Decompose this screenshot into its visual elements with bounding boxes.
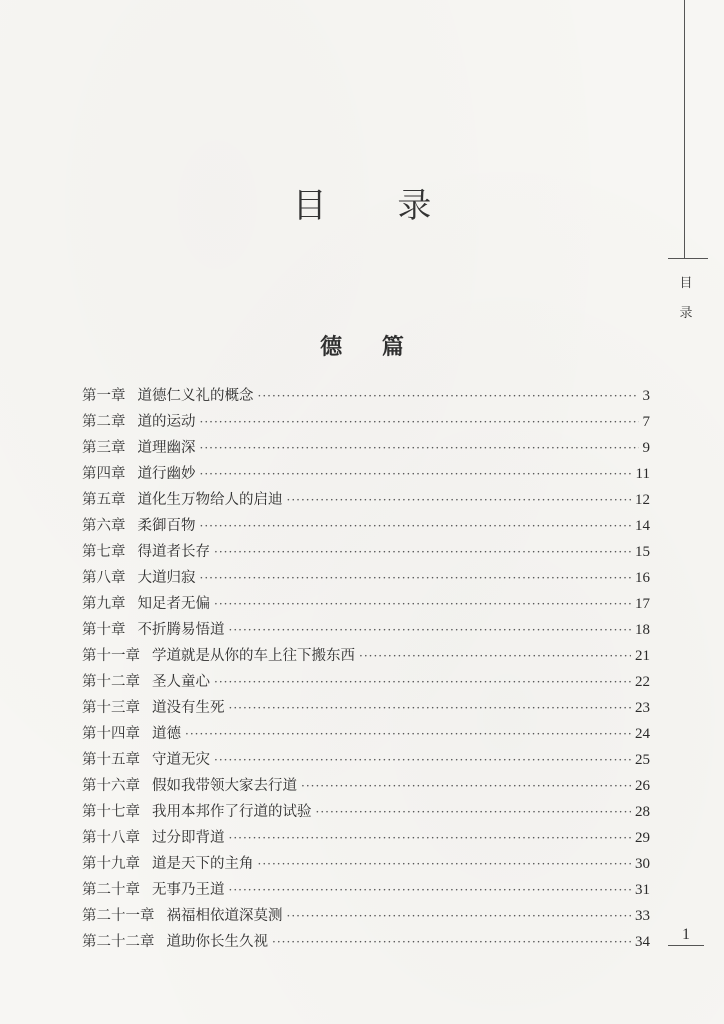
toc-chapter-number: 第二十章 (82, 882, 140, 898)
toc-leader-dots (359, 649, 631, 663)
toc-entry[interactable] (82, 462, 650, 488)
toc-leader-dots (258, 389, 639, 403)
toc-chapter-number: 第十五章 (82, 752, 140, 768)
toc-chapter-title: 守道无灾 (152, 752, 210, 768)
toc-leader-dots (229, 883, 632, 897)
toc-chapter-number: 第十八章 (82, 830, 140, 846)
toc-chapter-number: 第二十一章 (82, 908, 155, 924)
toc-entry[interactable] (82, 670, 650, 696)
toc-leader-dots (287, 909, 632, 923)
toc-chapter-title: 过分即背道 (152, 830, 225, 846)
toc-chapter-number: 第十六章 (82, 778, 140, 794)
toc-entry[interactable] (82, 618, 650, 644)
toc-chapter-number: 第四章 (82, 466, 126, 482)
toc-chapter-title: 道是天下的主角 (152, 856, 254, 872)
toc-chapter-title: 我用本邦作了行道的试验 (152, 804, 312, 820)
toc-page-number: 3 (642, 388, 650, 404)
toc-chapter-title: 无事乃王道 (152, 882, 225, 898)
toc-chapter-number: 第十二章 (82, 674, 140, 690)
toc-leader-dots (258, 857, 632, 871)
toc-chapter-title: 得道者长存 (137, 544, 210, 560)
toc-leader-dots (272, 935, 631, 949)
toc-page-number: 15 (635, 544, 650, 560)
toc-entry[interactable] (82, 566, 650, 592)
toc-entry[interactable] (82, 878, 650, 904)
table-of-contents (82, 384, 650, 956)
toc-leader-dots (200, 441, 639, 455)
toc-entry[interactable] (82, 592, 650, 618)
toc-chapter-title: 道助你长生久视 (166, 934, 268, 950)
toc-leader-dots (229, 831, 632, 845)
toc-entry[interactable] (82, 748, 650, 774)
toc-entry[interactable] (82, 826, 650, 852)
toc-chapter-number: 第二章 (82, 414, 126, 430)
toc-chapter-number: 第九章 (82, 596, 126, 612)
toc-chapter-number: 第六章 (82, 518, 126, 534)
toc-page-number: 33 (635, 908, 650, 924)
toc-leader-dots (316, 805, 632, 819)
toc-leader-dots (214, 675, 631, 689)
section-title: 德 篇 (320, 334, 420, 360)
toc-leader-dots (200, 415, 639, 429)
toc-leader-dots (185, 727, 631, 741)
toc-page-number: 34 (635, 934, 650, 950)
toc-chapter-number: 第十章 (82, 622, 126, 638)
toc-chapter-title: 道德 (152, 726, 181, 742)
toc-chapter-title: 圣人童心 (152, 674, 210, 690)
toc-chapter-title: 道德仁义礼的概念 (137, 388, 254, 404)
toc-page-number: 11 (635, 466, 650, 482)
page-number: 1 (682, 926, 690, 943)
toc-page-number: 18 (635, 622, 650, 638)
toc-chapter-title: 祸福相依道深莫测 (166, 908, 283, 924)
toc-chapter-title: 道行幽妙 (137, 466, 196, 482)
margin-label-char-2: 录 (679, 306, 693, 321)
toc-entry[interactable] (82, 644, 650, 670)
toc-chapter-number: 第十七章 (82, 804, 140, 820)
toc-page-number: 28 (635, 804, 650, 820)
toc-entry[interactable] (82, 514, 650, 540)
toc-leader-dots (214, 545, 631, 559)
toc-chapter-number: 第十一章 (82, 648, 140, 664)
toc-chapter-number: 第八章 (82, 570, 126, 586)
toc-entry[interactable] (82, 852, 650, 878)
toc-entry[interactable] (82, 488, 650, 514)
toc-entry[interactable] (82, 722, 650, 748)
toc-page-number: 23 (635, 700, 650, 716)
toc-chapter-title: 道化生万物给人的启迪 (137, 492, 283, 508)
toc-entry[interactable] (82, 436, 650, 462)
toc-page-number: 17 (635, 596, 650, 612)
toc-leader-dots (229, 623, 632, 637)
toc-leader-dots (200, 467, 632, 481)
toc-leader-dots (287, 493, 632, 507)
toc-entry[interactable] (82, 904, 650, 930)
toc-page-number: 24 (635, 726, 650, 742)
toc-entry[interactable] (82, 930, 650, 956)
toc-entry[interactable] (82, 540, 650, 566)
toc-leader-dots (229, 701, 632, 715)
toc-chapter-number: 第十九章 (82, 856, 140, 872)
margin-label-char-1: 目 (679, 276, 693, 291)
toc-leader-dots (301, 779, 631, 793)
toc-page-number: 22 (635, 674, 650, 690)
toc-chapter-number: 第一章 (82, 388, 126, 404)
toc-page-number: 29 (635, 830, 650, 846)
toc-leader-dots (200, 519, 632, 533)
toc-page-number: 7 (642, 414, 650, 430)
toc-entry[interactable] (82, 410, 650, 436)
toc-page-number: 14 (635, 518, 650, 534)
toc-chapter-number: 第十四章 (82, 726, 140, 742)
toc-chapter-number: 第七章 (82, 544, 126, 560)
toc-entry[interactable] (82, 384, 650, 410)
toc-chapter-number: 第五章 (82, 492, 126, 508)
toc-chapter-number: 第三章 (82, 440, 126, 456)
toc-leader-dots (214, 597, 631, 611)
toc-chapter-title: 道的运动 (137, 414, 196, 430)
toc-chapter-number: 第二十二章 (82, 934, 155, 950)
toc-chapter-title: 大道归寂 (137, 570, 196, 586)
toc-page-number: 25 (635, 752, 650, 768)
toc-chapter-number: 第十三章 (82, 700, 140, 716)
toc-chapter-title: 知足者无偏 (137, 596, 210, 612)
toc-chapter-title: 不折腾易悟道 (137, 622, 225, 638)
toc-leader-dots (214, 753, 631, 767)
toc-chapter-title: 道没有生死 (152, 700, 225, 716)
toc-chapter-title: 柔御百物 (137, 518, 196, 534)
toc-page-number: 9 (642, 440, 650, 456)
page-title: 目 录 (292, 186, 462, 226)
toc-leader-dots (200, 571, 632, 585)
toc-page-number: 26 (635, 778, 650, 794)
toc-chapter-title: 学道就是从你的车上往下搬东西 (152, 648, 355, 664)
toc-entry[interactable] (82, 774, 650, 800)
toc-page-number: 31 (635, 882, 650, 898)
toc-page-number: 30 (635, 856, 650, 872)
toc-entry[interactable] (82, 696, 650, 722)
toc-page-number: 21 (635, 648, 650, 664)
margin-horizontal-rule (668, 258, 708, 259)
toc-chapter-title: 道理幽深 (137, 440, 196, 456)
toc-page-number: 12 (635, 492, 650, 508)
toc-page-number: 16 (635, 570, 650, 586)
toc-chapter-title: 假如我带领大家去行道 (152, 778, 297, 794)
toc-entry[interactable] (82, 800, 650, 826)
page-number-rule (668, 945, 704, 946)
